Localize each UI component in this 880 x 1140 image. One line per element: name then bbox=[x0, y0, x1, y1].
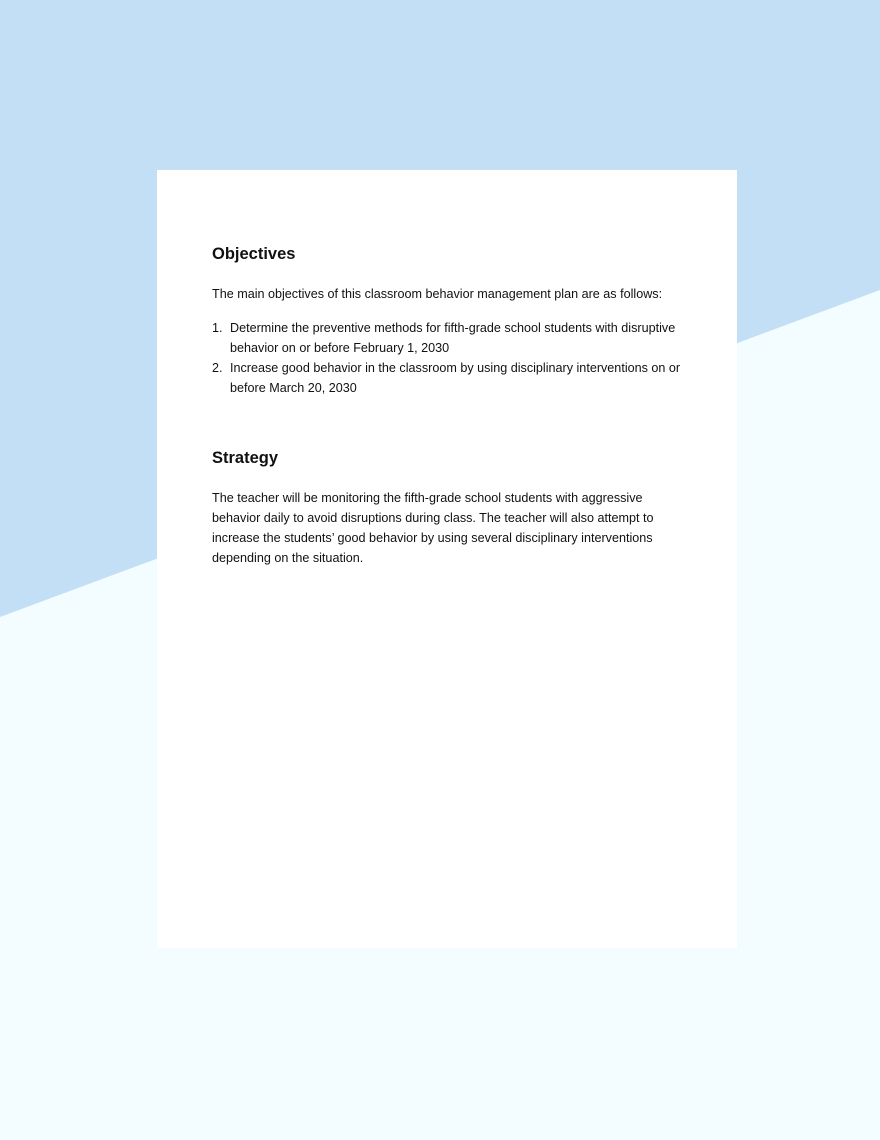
objectives-intro: The main objectives of this classroom behavior management plan are as follows: bbox=[212, 287, 663, 301]
objectives-list bbox=[212, 318, 682, 398]
list-item bbox=[212, 358, 682, 398]
strategy-text: The teacher will be monitoring the fifth-grade school students with aggressive behavior daily to avoid disruptions during class. The teacher will also attempt to increase the students’ good behavior by using several disciplinary interventions depending on the situation. bbox=[212, 491, 654, 565]
document-content bbox=[212, 242, 682, 568]
list-item-number: 1. bbox=[212, 321, 223, 335]
list-item-text: Determine the preventive methods for fifth-grade school students with disruptive behavior on or before February 1, 2030 bbox=[230, 321, 676, 355]
list-item-number: 2. bbox=[212, 361, 223, 375]
objectives-heading: Objectives bbox=[212, 245, 296, 263]
strategy-heading: Strategy bbox=[212, 449, 279, 467]
list-item-text: Increase good behavior in the classroom by using disciplinary interventions on or before March 20, 2030 bbox=[230, 361, 681, 395]
list-item bbox=[212, 318, 682, 358]
document-page bbox=[157, 170, 737, 948]
